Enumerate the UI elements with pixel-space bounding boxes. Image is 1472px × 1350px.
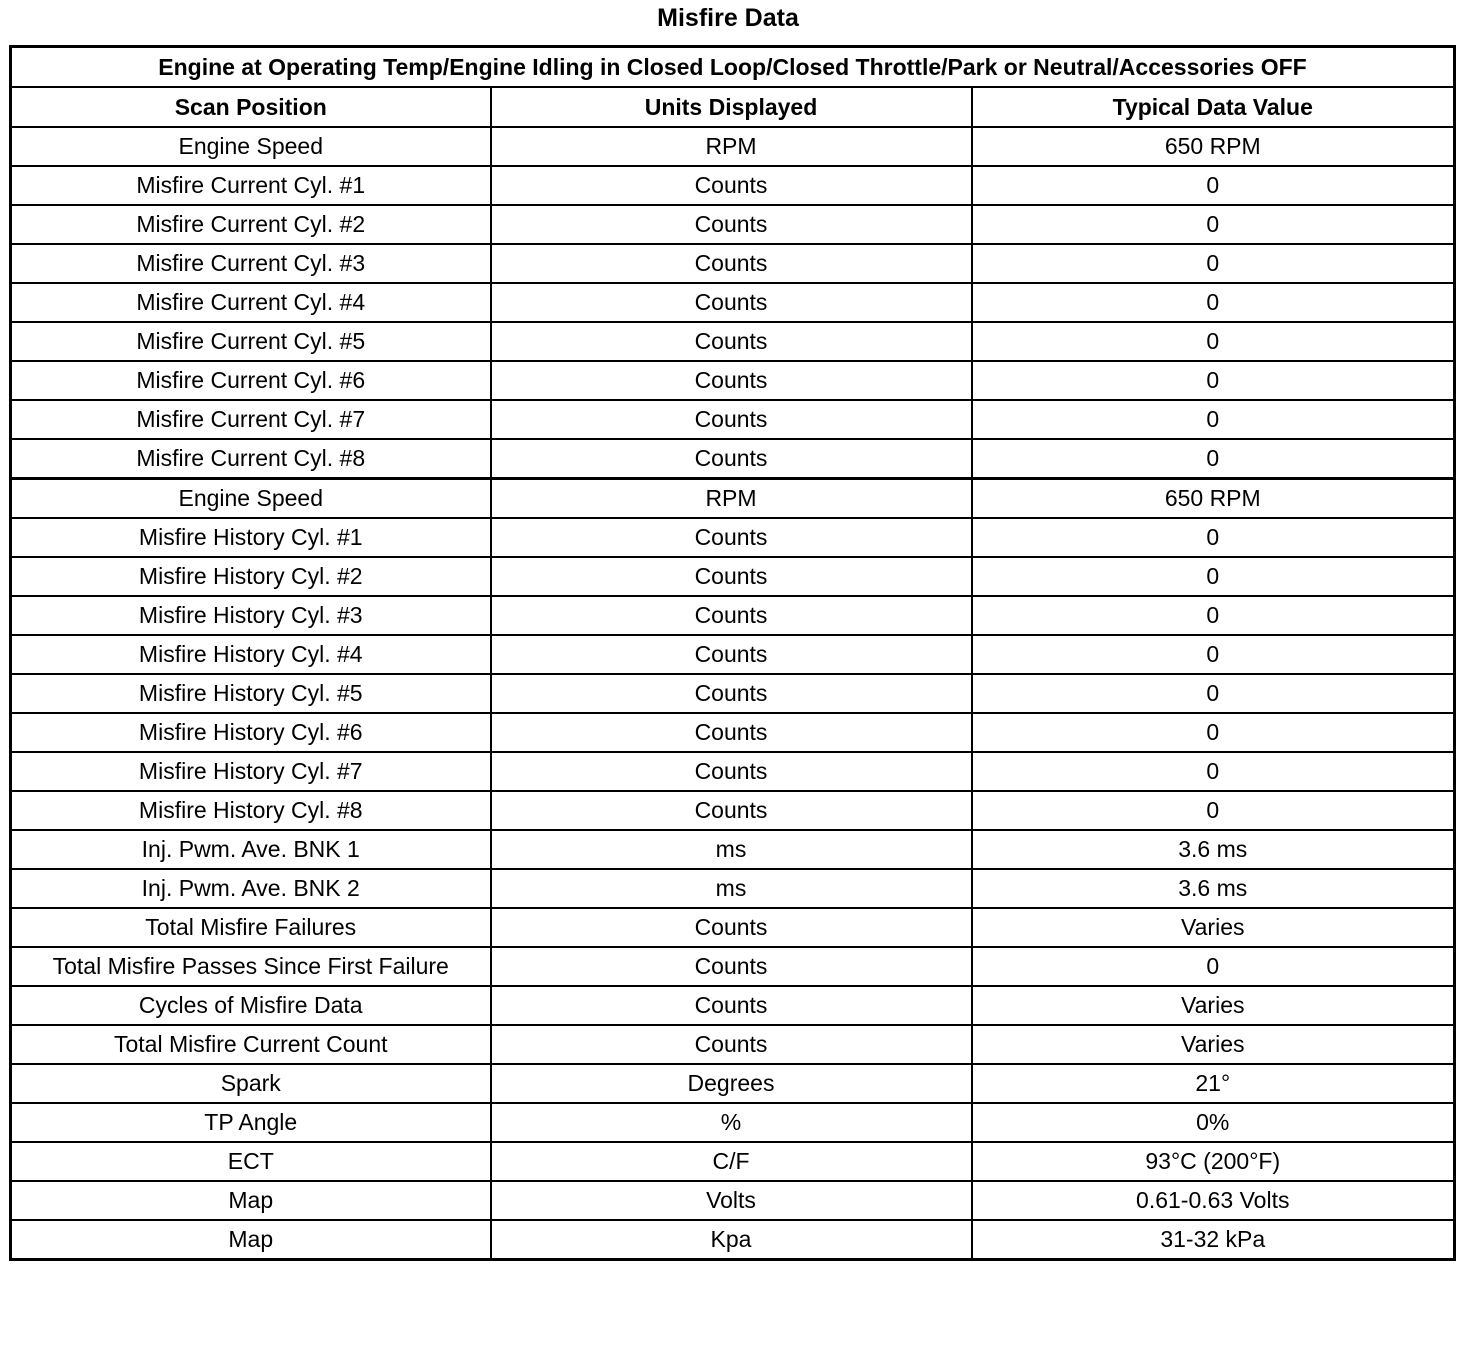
scan-position-cell: Engine Speed [11,479,491,519]
units-displayed-cell: Volts [491,1181,972,1220]
units-displayed-cell: Counts [491,908,972,947]
scan-position-cell: Misfire History Cyl. #1 [11,518,491,557]
typical-data-value-cell: Varies [972,986,1455,1025]
typical-data-value-cell: Varies [972,1025,1455,1064]
table-row [11,986,1455,1025]
table-row [11,127,1455,166]
scan-position-cell: Misfire Current Cyl. #7 [11,400,491,439]
units-displayed-cell: RPM [491,479,972,519]
misfire-data-table [9,45,1456,1261]
typical-data-value-cell: 650 RPM [972,479,1455,519]
units-displayed-cell: Counts [491,635,972,674]
scan-position-cell: Misfire History Cyl. #7 [11,752,491,791]
units-displayed-cell: Counts [491,713,972,752]
scan-position-cell: Misfire History Cyl. #8 [11,791,491,830]
scan-position-cell: Map [11,1220,491,1260]
units-displayed-cell: Counts [491,596,972,635]
typical-data-value-cell: 0 [972,439,1455,479]
typical-data-value-cell: 650 RPM [972,127,1455,166]
units-displayed-cell: Counts [491,557,972,596]
typical-data-value-cell: 0 [972,947,1455,986]
table-row [11,205,1455,244]
condition-header: Engine at Operating Temp/Engine Idling in Closed Loop/Closed Throttle/Park or Neutral/Accessories OFF [11,47,1455,88]
table-row [11,1220,1455,1260]
units-displayed-cell: Counts [491,166,972,205]
units-displayed-cell: Counts [491,439,972,479]
column-header-scan-position: Scan Position [11,87,491,127]
units-displayed-cell: Counts [491,518,972,557]
scan-position-cell: Inj. Pwm. Ave. BNK 1 [11,830,491,869]
typical-data-value-cell: 0 [972,400,1455,439]
units-displayed-cell: Counts [491,947,972,986]
misfire-data-table-container [9,45,1453,1261]
typical-data-value-cell: 3.6 ms [972,869,1455,908]
units-displayed-cell: Counts [491,674,972,713]
table-row [11,947,1455,986]
units-displayed-cell: C/F [491,1142,972,1181]
typical-data-value-cell: Varies [972,908,1455,947]
table-row [11,830,1455,869]
units-displayed-cell: % [491,1103,972,1142]
typical-data-value-cell: 0 [972,635,1455,674]
typical-data-value-cell: 0 [972,596,1455,635]
scan-position-cell: Total Misfire Failures [11,908,491,947]
scan-position-cell: Engine Speed [11,127,491,166]
scan-position-cell: Misfire Current Cyl. #1 [11,166,491,205]
scan-position-cell: Total Misfire Passes Since First Failure [11,947,491,986]
typical-data-value-cell: 0 [972,674,1455,713]
table-row [11,908,1455,947]
table-row [11,635,1455,674]
table-row [11,244,1455,283]
typical-data-value-cell: 0 [972,791,1455,830]
scan-position-cell: TP Angle [11,1103,491,1142]
table-row [11,166,1455,205]
table-row [11,1103,1455,1142]
column-header-units-displayed: Units Displayed [491,87,972,127]
units-displayed-cell: Counts [491,244,972,283]
table-row [11,596,1455,635]
column-header-row [11,87,1455,127]
typical-data-value-cell: 21° [972,1064,1455,1103]
units-displayed-cell: Counts [491,752,972,791]
table-body [11,127,1455,1260]
condition-row [11,47,1455,88]
scan-position-cell: ECT [11,1142,491,1181]
units-displayed-cell: Counts [491,1025,972,1064]
table-row [11,400,1455,439]
typical-data-value-cell: 93°C (200°F) [972,1142,1455,1181]
typical-data-value-cell: 0 [972,361,1455,400]
scan-position-cell: Misfire History Cyl. #3 [11,596,491,635]
scan-position-cell: Misfire Current Cyl. #2 [11,205,491,244]
table-row [11,518,1455,557]
scan-position-cell: Misfire History Cyl. #6 [11,713,491,752]
scan-position-cell: Cycles of Misfire Data [11,986,491,1025]
scan-position-cell: Misfire Current Cyl. #8 [11,439,491,479]
units-displayed-cell: Counts [491,283,972,322]
typical-data-value-cell: 0% [972,1103,1455,1142]
units-displayed-cell: Degrees [491,1064,972,1103]
scan-position-cell: Inj. Pwm. Ave. BNK 2 [11,869,491,908]
typical-data-value-cell: 0 [972,557,1455,596]
table-row [11,713,1455,752]
table-row [11,1181,1455,1220]
page-title: Misfire Data [657,4,799,32]
table-row [11,557,1455,596]
table-row [11,283,1455,322]
scan-position-cell: Misfire Current Cyl. #4 [11,283,491,322]
units-displayed-cell: RPM [491,127,972,166]
scan-position-cell: Misfire History Cyl. #4 [11,635,491,674]
table-row [11,674,1455,713]
table-row [11,439,1455,479]
typical-data-value-cell: 0 [972,205,1455,244]
units-displayed-cell: Counts [491,791,972,830]
table-row [11,869,1455,908]
typical-data-value-cell: 0 [972,752,1455,791]
typical-data-value-cell: 0.61-0.63 Volts [972,1181,1455,1220]
typical-data-value-cell: 0 [972,713,1455,752]
typical-data-value-cell: 31-32 kPa [972,1220,1455,1260]
scan-position-cell: Misfire History Cyl. #2 [11,557,491,596]
typical-data-value-cell: 0 [972,283,1455,322]
units-displayed-cell: Counts [491,400,972,439]
units-displayed-cell: ms [491,869,972,908]
scan-position-cell: Misfire Current Cyl. #6 [11,361,491,400]
units-displayed-cell: ms [491,830,972,869]
units-displayed-cell: Counts [491,986,972,1025]
table-row [11,791,1455,830]
typical-data-value-cell: 0 [972,244,1455,283]
table-row [11,752,1455,791]
typical-data-value-cell: 0 [972,166,1455,205]
scan-position-cell: Misfire Current Cyl. #5 [11,322,491,361]
table-row [11,1142,1455,1181]
typical-data-value-cell: 0 [972,518,1455,557]
scan-position-cell: Misfire History Cyl. #5 [11,674,491,713]
scan-position-cell: Misfire Current Cyl. #3 [11,244,491,283]
scan-position-cell: Total Misfire Current Count [11,1025,491,1064]
units-displayed-cell: Counts [491,361,972,400]
table-row [11,361,1455,400]
scan-position-cell: Map [11,1181,491,1220]
units-displayed-cell: Counts [491,205,972,244]
typical-data-value-cell: 3.6 ms [972,830,1455,869]
column-header-typical-data-value: Typical Data Value [972,87,1455,127]
scan-position-cell: Spark [11,1064,491,1103]
units-displayed-cell: Kpa [491,1220,972,1260]
typical-data-value-cell: 0 [972,322,1455,361]
table-row [11,1064,1455,1103]
table-row [11,322,1455,361]
table-row [11,1025,1455,1064]
table-row [11,479,1455,519]
units-displayed-cell: Counts [491,322,972,361]
